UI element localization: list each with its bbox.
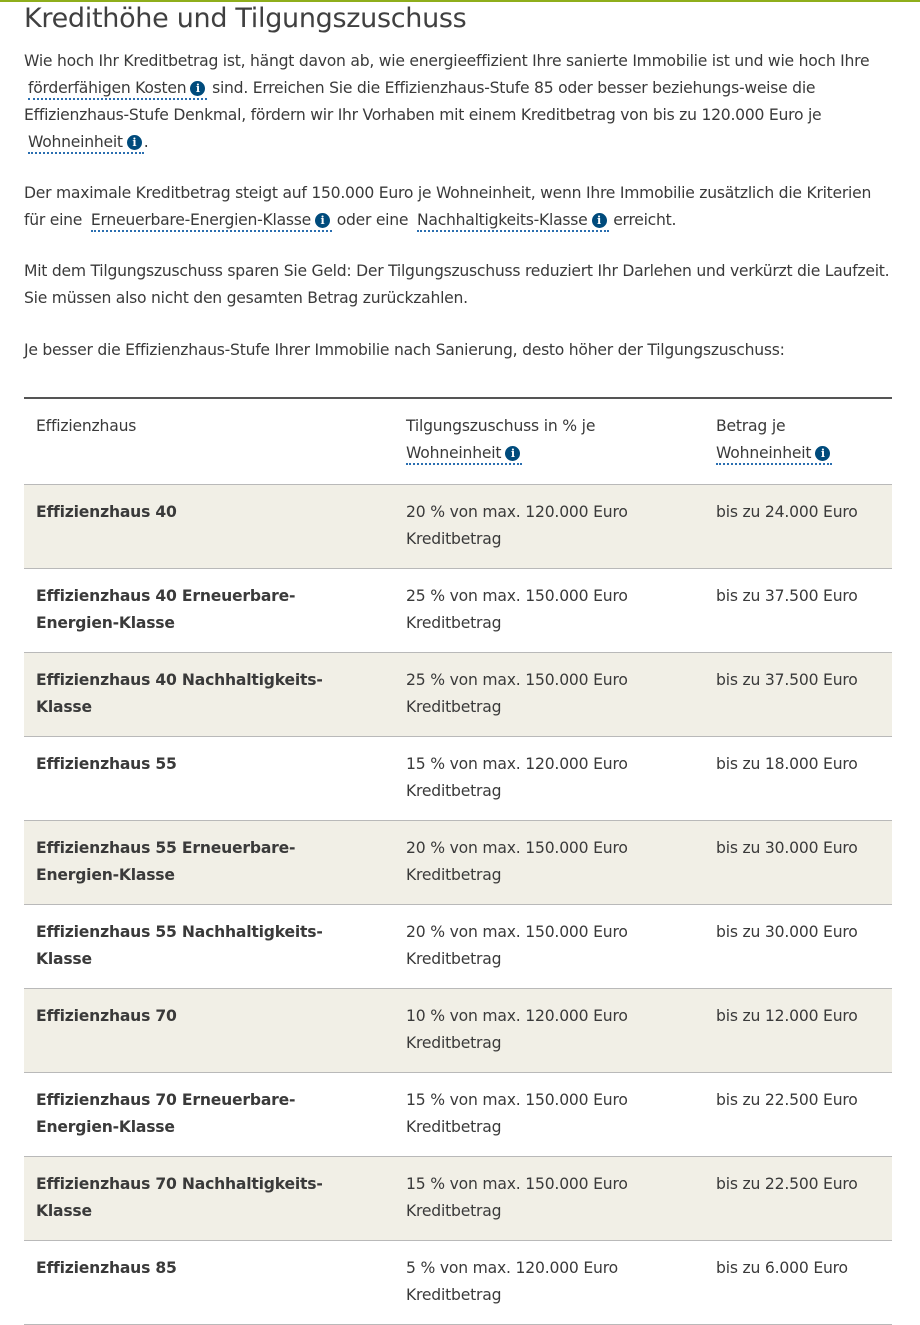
cell-tilgungszuschuss: 20 % von max. 150.000 Euro Kreditbetrag	[382, 905, 692, 989]
header-tilgungszuschuss	[382, 398, 692, 485]
link-foerderfaehige-kosten[interactable]	[28, 79, 207, 100]
cell-betrag: bis zu 24.000 Euro	[692, 485, 892, 569]
cell-tilgungszuschuss: 20 % von max. 120.000 Euro Kreditbetrag	[382, 485, 692, 569]
link-label: förderfähigen Kosten	[28, 79, 187, 97]
top-accent-line	[0, 0, 920, 2]
link-wohneinheit[interactable]	[28, 133, 144, 154]
paragraph-text: sind. Erreichen Sie die Effizienzhaus-Stufe 85 oder besser beziehungs-weise die Effizienzhaus-Stufe Denkmal, fördern wir Ihr Vorhaben mit einem Kreditbetrag von bis zu 120.000 Euro je	[24, 79, 822, 124]
link-label: Wohneinheit	[28, 133, 123, 151]
cell-tilgungszuschuss: 10 % von max. 120.000 Euro Kreditbetrag	[382, 989, 692, 1073]
paragraph-text: Der maximale Kreditbetrag steigt auf 150.000 Euro je Wohneinheit, wenn Ihre Immobilie zusätzlich die Kriterien für eine	[24, 184, 872, 229]
link-label: Nachhaltigkeits-Klasse	[416, 211, 588, 229]
cell-tilgungszuschuss: 25 % von max. 150.000 Euro Kreditbetrag	[382, 653, 692, 737]
cell-effizienzhaus: Effizienzhaus 85	[24, 1241, 382, 1325]
table-row	[24, 1157, 892, 1241]
cell-tilgungszuschuss: 15 % von max. 150.000 Euro Kreditbetrag	[382, 1073, 692, 1157]
cell-betrag: bis zu 30.000 Euro	[692, 821, 892, 905]
cell-tilgungszuschuss: 5 % von max. 120.000 Euro Kreditbetrag	[382, 1241, 692, 1325]
link-label: Wohneinheit	[716, 444, 812, 462]
header-link-wohneinheit[interactable]	[406, 444, 522, 465]
info-icon[interactable]: i	[190, 81, 205, 96]
cell-effizienzhaus: Effizienzhaus 55 Erneuerbare-Energien-Klasse	[24, 821, 382, 905]
cell-betrag: bis zu 12.000 Euro	[692, 989, 892, 1073]
table-header-row	[24, 398, 892, 485]
info-icon[interactable]: i	[127, 135, 142, 150]
cell-betrag: bis zu 22.500 Euro	[692, 1073, 892, 1157]
cell-betrag: bis zu 6.000 Euro	[692, 1241, 892, 1325]
link-label: Wohneinheit	[406, 444, 502, 462]
cell-effizienzhaus: Effizienzhaus 70 Erneuerbare-Energien-Klasse	[24, 1073, 382, 1157]
link-erneuerbare-energien-klasse[interactable]	[91, 211, 332, 232]
cell-effizienzhaus: Effizienzhaus 70 Nachhaltigkeits-Klasse	[24, 1157, 382, 1241]
table-row	[24, 905, 892, 989]
intro-paragraph-4: Je besser die Effizienzhaus-Stufe Ihrer Immobilie nach Sanierung, desto höher der Tilgungszuschuss:	[24, 341, 785, 359]
cell-effizienzhaus: Effizienzhaus 40 Erneuerbare-Energien-Klasse	[24, 569, 382, 653]
intro-paragraph-3: Mit dem Tilgungszuschuss sparen Sie Geld: Der Tilgungszuschuss reduziert Ihr Darlehen und verkürzt die Laufzeit. Sie müssen also nicht den gesamten Betrag zurückzahlen.	[24, 262, 890, 307]
info-icon[interactable]: i	[815, 446, 830, 461]
cell-tilgungszuschuss: 15 % von max. 150.000 Euro Kreditbetrag	[382, 1157, 692, 1241]
table-row	[24, 821, 892, 905]
cell-tilgungszuschuss: 15 % von max. 120.000 Euro Kreditbetrag	[382, 737, 692, 821]
table-row	[24, 653, 892, 737]
paragraph-text: Wie hoch Ihr Kreditbetrag ist, hängt davon ab, wie energieeffizient Ihre sanierte Immobilie ist und wie hoch Ihre	[24, 52, 870, 70]
tilgungszuschuss-table	[24, 397, 892, 1325]
section-heading: Kredithöhe und Tilgungszuschuss	[24, 3, 467, 34]
info-icon[interactable]: i	[592, 213, 607, 228]
cell-effizienzhaus: Effizienzhaus 40	[24, 485, 382, 569]
cell-betrag: bis zu 37.500 Euro	[692, 569, 892, 653]
paragraph-text: .	[143, 133, 149, 151]
header-text: Betrag je	[716, 417, 786, 435]
cell-betrag: bis zu 30.000 Euro	[692, 905, 892, 989]
cell-effizienzhaus: Effizienzhaus 55 Nachhaltigkeits-Klasse	[24, 905, 382, 989]
table-row	[24, 737, 892, 821]
table-row	[24, 569, 892, 653]
paragraph-text: oder eine	[331, 211, 409, 229]
cell-effizienzhaus: Effizienzhaus 40 Nachhaltigkeits-Klasse	[24, 653, 382, 737]
cell-tilgungszuschuss: 20 % von max. 150.000 Euro Kreditbetrag	[382, 821, 692, 905]
cell-tilgungszuschuss: 25 % von max. 150.000 Euro Kreditbetrag	[382, 569, 692, 653]
header-text: Tilgungszuschuss in % je	[406, 417, 596, 435]
table-row	[24, 989, 892, 1073]
table-row	[24, 1073, 892, 1157]
intro-paragraph-1	[24, 48, 892, 156]
table-row	[24, 485, 892, 569]
cell-betrag: bis zu 37.500 Euro	[692, 653, 892, 737]
header-effizienzhaus: Effizienzhaus	[24, 398, 382, 485]
cell-betrag: bis zu 18.000 Euro	[692, 737, 892, 821]
intro-paragraph-2	[24, 180, 892, 234]
paragraph-text: erreicht.	[608, 211, 677, 229]
link-label: Erneuerbare-Energien-Klasse	[90, 211, 311, 229]
cell-betrag: bis zu 22.500 Euro	[692, 1157, 892, 1241]
info-icon[interactable]: i	[505, 446, 520, 461]
link-nachhaltigkeits-klasse[interactable]	[417, 211, 609, 232]
cell-effizienzhaus: Effizienzhaus 55	[24, 737, 382, 821]
header-betrag	[692, 398, 892, 485]
cell-effizienzhaus: Effizienzhaus 70	[24, 989, 382, 1073]
header-link-wohneinheit[interactable]	[716, 444, 832, 465]
info-icon[interactable]: i	[315, 213, 330, 228]
